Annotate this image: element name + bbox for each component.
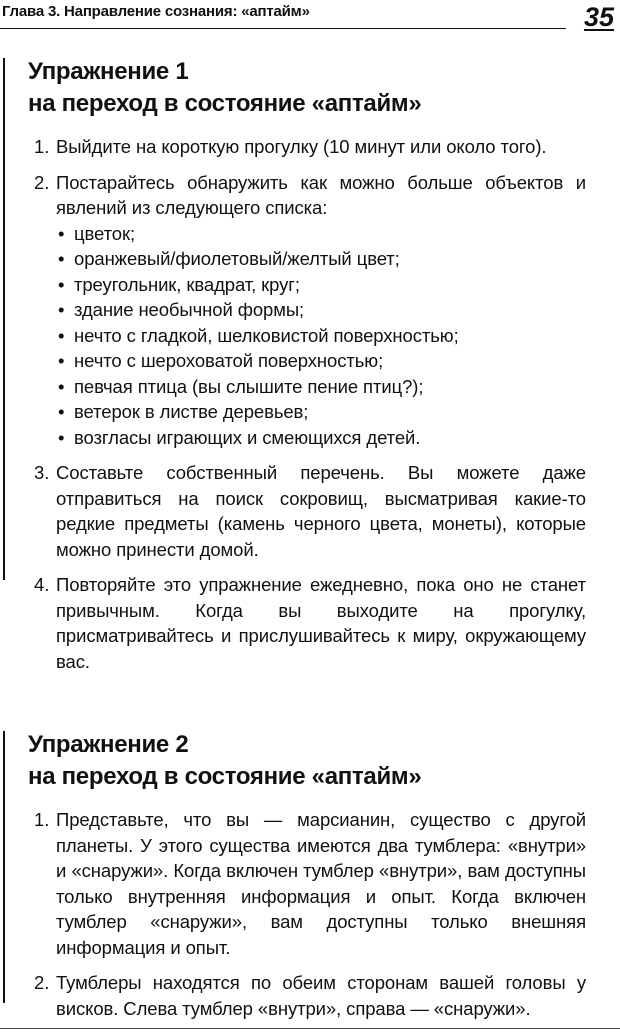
bullet-item: • нечто с шероховатой поверхностью; bbox=[56, 348, 586, 374]
bullet-item: • ветерок в листве деревьев; bbox=[56, 399, 586, 425]
bullet-item: • нечто с гладкой, шелковистой поверхностью; bbox=[56, 323, 586, 349]
exercise-title-line-2: на переход в состояние «аптайм» bbox=[28, 90, 422, 117]
exercise-title-line-1: Упражнение 1 bbox=[28, 58, 189, 85]
step-item bbox=[34, 134, 586, 160]
step-number: 1. bbox=[34, 809, 50, 830]
bullet-item: • возгласы играющих и смеющихся детей. bbox=[56, 425, 586, 451]
running-title: Глава 3. Направление сознания: «аптайм» bbox=[2, 3, 310, 20]
step-item bbox=[34, 460, 586, 562]
exercise-1-section bbox=[0, 56, 620, 672]
step-item bbox=[34, 807, 586, 960]
step-number: 2. bbox=[34, 171, 50, 193]
header-rule bbox=[0, 28, 566, 29]
page-number: 35 bbox=[583, 2, 614, 32]
step-item bbox=[34, 970, 586, 1021]
footer-rule bbox=[0, 1028, 620, 1029]
exercise-1-title bbox=[28, 56, 620, 120]
bullet-item: • здание необычной формы; bbox=[56, 297, 586, 323]
step-text: Повторяйте это упражнение ежедневно, пока оно не станет привычным. Когда вы выходите на прогулку, присматривайтесь и прислушивайтесь к миру, окружающему вас. bbox=[56, 574, 586, 672]
exercise-title-line-2: на переход в состояние «аптайм» bbox=[28, 763, 422, 790]
exercise-2-section bbox=[0, 729, 620, 1019]
step-text: Тумблеры находятся по обеим сторонам вашей головы у висков. Слева тумблер «внутри», справа — «снаружи». bbox=[56, 972, 586, 1019]
step-text: Представьте, что вы — марсианин, существо с другой планеты. У этого существа имеются два тумблера: «внутри» и «снаружи». Когда включен тумблер «внутри», вам доступны только внутренняя информация и опыт. Когда включен тумблер «снаружи», вам доступны только внешняя информация и опыт. bbox=[56, 809, 586, 958]
bullet-item: • треугольник, квадрат, круг; bbox=[56, 272, 586, 298]
section-side-bar bbox=[3, 58, 5, 580]
step-item bbox=[34, 170, 586, 451]
step-number: 4. bbox=[34, 574, 50, 595]
step-number: 1. bbox=[34, 136, 50, 157]
exercise-1-steps bbox=[34, 134, 586, 684]
section-side-bar bbox=[3, 731, 5, 1003]
step-text: Выйдите на короткую прогулку (10 минут или около того). bbox=[56, 136, 547, 157]
step-text: Постарайтесь обнаружить как можно больше объектов и явлений из следующего списка: bbox=[56, 171, 586, 218]
exercise-2-title bbox=[28, 729, 620, 793]
exercise-title-line-1: Упражнение 2 bbox=[28, 731, 189, 758]
bullet-item: • оранжевый/фиолетовый/желтый цвет; bbox=[56, 246, 586, 272]
bullet-item: • цветок; bbox=[56, 221, 586, 247]
step-number: 3. bbox=[34, 462, 50, 483]
step-number: 2. bbox=[34, 972, 50, 993]
bullet-item: • певчая птица (вы слышите пение птиц?); bbox=[56, 374, 586, 400]
step-item bbox=[34, 572, 586, 674]
step-text: Составьте собственный перечень. Вы можете даже отправиться на поиск сокровищ, высматривая какие-то редкие предметы (камень черного цвета, монеты), которые можно принести домой. bbox=[56, 462, 586, 560]
page-header bbox=[0, 0, 620, 34]
bullet-list bbox=[56, 221, 586, 451]
exercise-2-steps bbox=[34, 807, 586, 1031]
